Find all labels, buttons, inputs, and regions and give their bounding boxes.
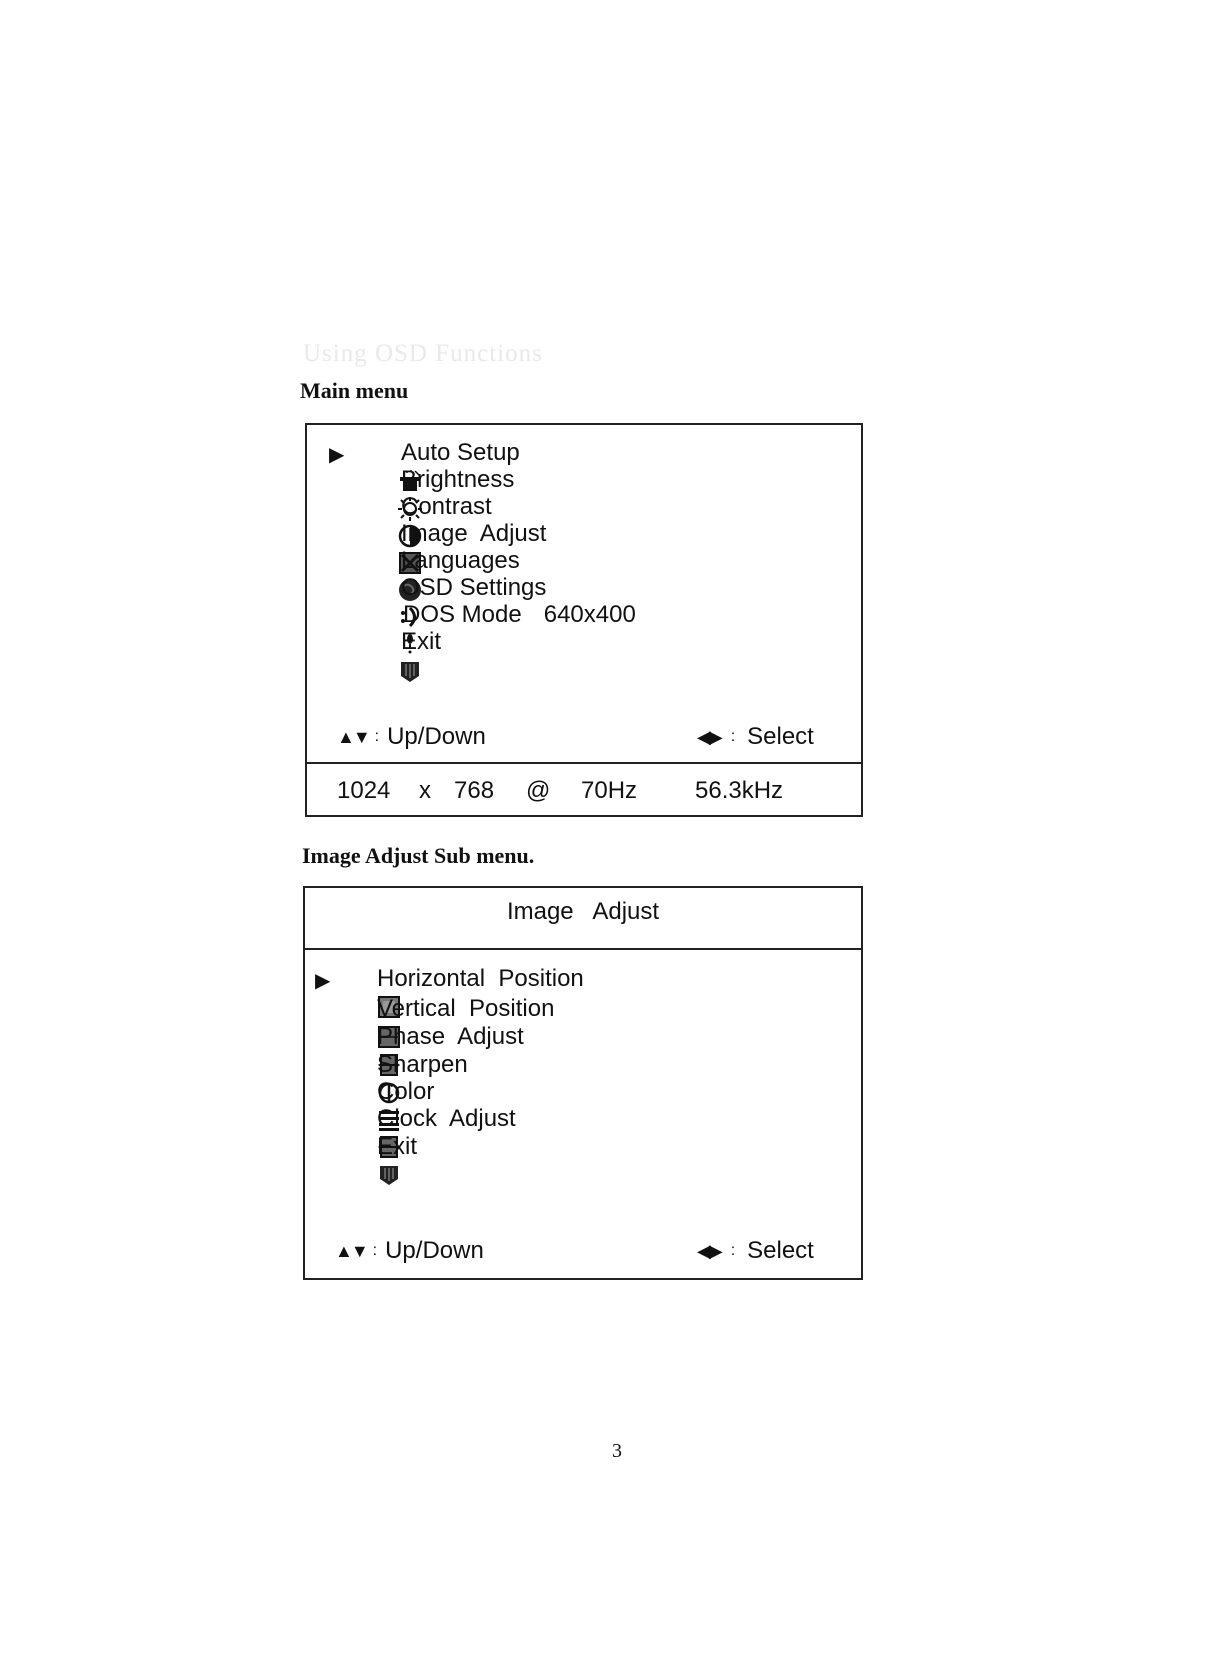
status-refresh: 70Hz — [581, 777, 638, 804]
brightness-icon — [357, 468, 383, 492]
status-at: @ — [526, 777, 551, 804]
status-hfreq: 56.3kHz — [695, 777, 784, 804]
up-down-arrows-icon: ▲▼ — [335, 1240, 367, 1261]
status-x: x — [419, 777, 431, 804]
horizontal-position-icon — [337, 967, 363, 991]
menu-item-label: Phase Adjust — [377, 1023, 524, 1050]
exit-icon — [337, 1135, 363, 1159]
menu-item-label: Color — [377, 1078, 435, 1105]
main-menu-title: Main menu — [300, 378, 409, 403]
select-hint-label: Select — [747, 1237, 814, 1264]
menu-item-label: Clock Adjust — [377, 1105, 516, 1132]
auto-setup-icon — [357, 441, 383, 465]
page-heading: Using OSD Functions — [303, 340, 543, 367]
selection-pointer-icon: ▶ — [329, 444, 345, 466]
image-adjust-box — [303, 886, 863, 1280]
exit-icon — [357, 630, 383, 654]
status-divider — [307, 762, 861, 764]
sharpen-icon — [337, 1053, 363, 1077]
menu-item-label: Exit — [401, 628, 442, 655]
menu-item-label: Languages — [401, 547, 520, 574]
osd-settings-icon — [357, 576, 383, 600]
nav-hint-label: Up/Down — [385, 1237, 484, 1264]
menu-item-label: Brightness — [401, 466, 515, 493]
image-adjust-header: Image Adjust — [506, 898, 660, 925]
main-menu-box — [305, 423, 863, 817]
menu-item-label: OSD Settings — [401, 574, 547, 601]
menu-item-label: Vertical Position — [377, 995, 555, 1022]
submenu-item-sharpen[interactable] — [337, 1051, 468, 1079]
page-number: 3 — [612, 1440, 622, 1462]
menu-item-contrast[interactable] — [357, 493, 492, 521]
dos-mode-value: 640x400 — [543, 601, 636, 628]
submenu-item-exit[interactable] — [337, 1133, 417, 1161]
menu-item-label: Auto Setup — [401, 439, 520, 466]
menu-item-label: Sharpen — [377, 1051, 468, 1078]
select-hint: ◀▶ : Select — [697, 723, 814, 750]
submenu-item-horizontal-position[interactable] — [337, 965, 584, 993]
select-hint: ◀▶ : Select — [697, 1237, 814, 1264]
submenu-item-color[interactable] — [337, 1078, 434, 1106]
submenu-item-clock-adjust[interactable] — [337, 1105, 516, 1133]
header-divider — [305, 948, 861, 950]
contrast-icon — [357, 495, 383, 519]
vertical-position-icon — [337, 997, 363, 1021]
menu-item-label: Exit — [377, 1133, 418, 1160]
selection-pointer-icon: ▶ — [315, 970, 331, 992]
nav-hint-label: Up/Down — [387, 723, 486, 750]
submenu-item-vertical-position[interactable] — [337, 995, 554, 1023]
menu-item-osd-settings[interactable] — [357, 574, 546, 602]
color-icon — [337, 1080, 363, 1104]
languages-icon — [357, 549, 383, 573]
left-right-arrows-icon: ◀▶ — [697, 726, 721, 747]
status-width: 1024 — [337, 777, 391, 804]
image-adjust-icon — [357, 522, 383, 546]
nav-hint: ▲▼ : Up/Down — [337, 723, 486, 750]
dos-mode-icon — [357, 603, 383, 627]
nav-hint: ▲▼ : Up/Down — [335, 1237, 484, 1264]
left-right-arrows-icon: ◀▶ — [697, 1240, 721, 1261]
menu-item-label: Contrast — [401, 493, 492, 520]
menu-item-label: Horizontal Position — [377, 965, 584, 992]
image-adjust-section-title: Image Adjust Sub menu. — [302, 843, 535, 868]
menu-item-image-adjust[interactable] — [357, 520, 546, 548]
status-height: 768 — [454, 777, 495, 804]
menu-item-exit[interactable] — [357, 628, 441, 656]
menu-item-dos-mode[interactable] — [357, 601, 636, 629]
menu-item-languages[interactable] — [357, 547, 520, 575]
select-hint-label: Select — [747, 723, 814, 750]
phase-adjust-icon — [337, 1025, 363, 1049]
clock-adjust-icon — [337, 1107, 363, 1131]
menu-item-label: Image Adjust — [401, 520, 547, 547]
menu-item-auto-setup[interactable] — [357, 439, 520, 467]
submenu-item-phase-adjust[interactable] — [337, 1023, 524, 1051]
menu-item-label: DOS Mode — [403, 601, 522, 628]
up-down-arrows-icon: ▲▼ — [337, 726, 369, 747]
menu-item-brightness[interactable] — [357, 466, 514, 494]
